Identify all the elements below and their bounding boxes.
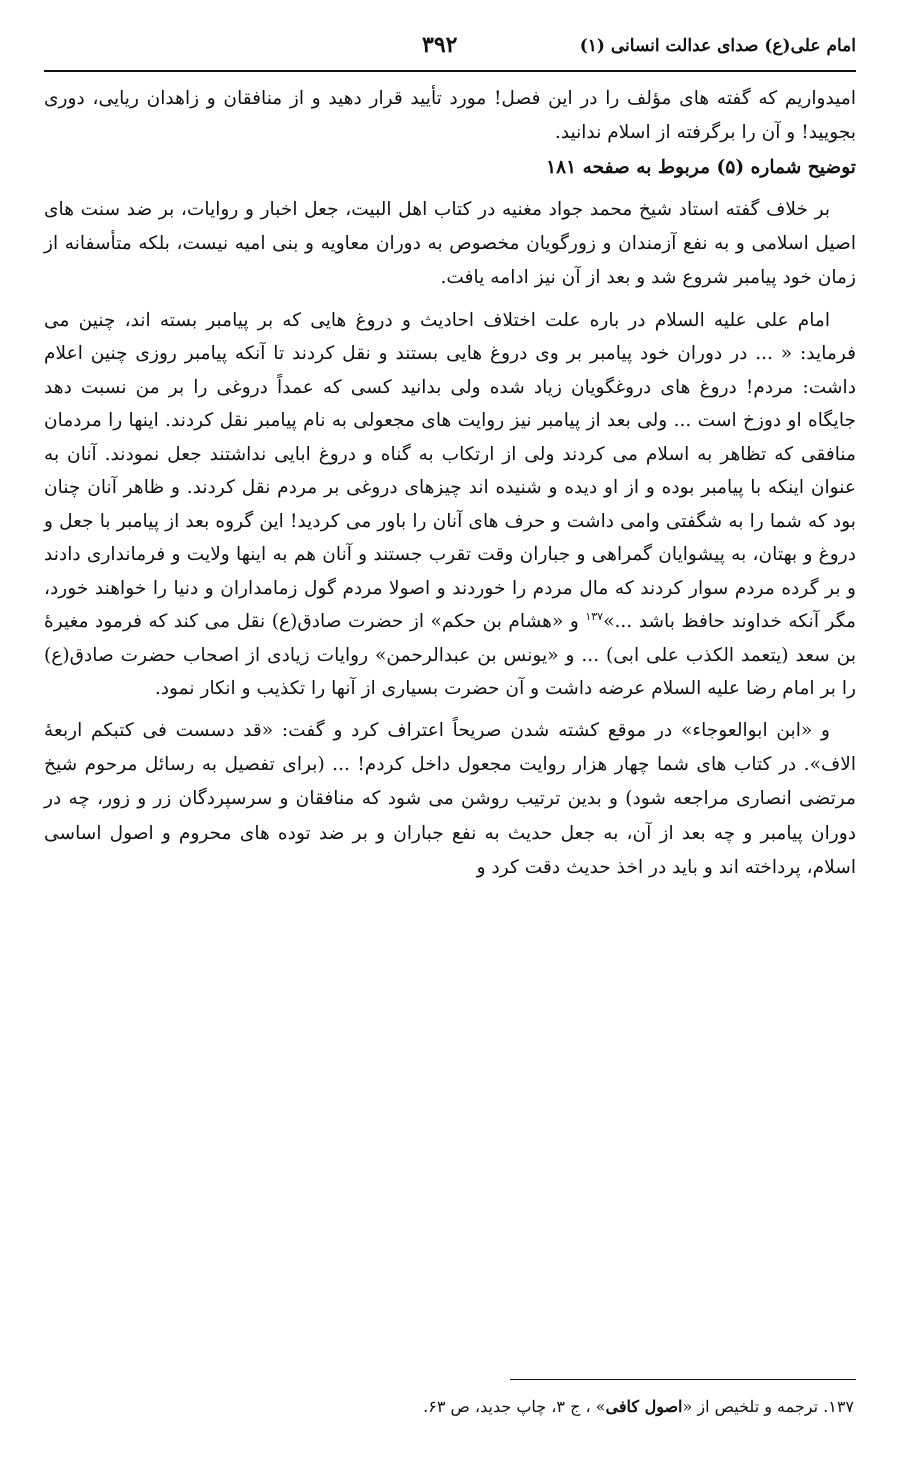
footnote-text-a: ترجمه و تلخیص از « — [682, 1397, 824, 1416]
paragraph-2: بر خلاف گفته استاد شیخ محمد جواد مغنیه در کتاب اهل البیت، جعل اخبار و روایات، بر ضد سنت های اصیل اسلامی و به نفع آزمندان و زورگویان مخصوص به دوران معاویه و بنی امیه نیست، بلکه متأسفانه از زمان خود پیامبر شروع شد و بعد از آن نیز ادامه یافت. — [44, 198, 857, 289]
footnote-reference: ۱۳۷ — [585, 610, 604, 624]
paragraph-1: امیدواریم که گفته های مؤلف را در این فصل! مورد تأیید قرار دهید و از منافقان و زاهدان ریایی، دوری بجویید! و آن را برگرفته از اسلام ندانید. — [44, 88, 856, 144]
footnote-source-title: اصول کافی — [605, 1397, 683, 1416]
footnote — [44, 1394, 854, 1420]
body-text — [44, 82, 856, 885]
paragraph-4: و «ابن ابوالعوجاء» در موقع کشته شدن صریحاً اعتراف کرد و گفت: «قد دسست فی کتبکم اربعهٔ الاف». در کتاب های شما چهار هزار روایت مجعول داخل کردم! ... (برای تفصیل به رسائل مرحوم شیخ مرتضی انصاری مراجعه شود) و بدین ترتیب روشن می شود که منافقان و سرسپردگان زر و زور، چه در دوران پیامبر و چه بعد از آن، به جعل حدیث به نفع جباران و بر ضد توده های محروم و اصول اساسی اسلام، پرداخته اند و باید در اخذ حدیث دقت کرد و — [44, 719, 856, 878]
page-number: ۳۹۲ — [422, 32, 458, 58]
paragraph-3 — [44, 304, 856, 706]
page-header — [44, 26, 856, 72]
section-heading: توضیح شماره (۵) مربوط به صفحه ۱۸۱ — [546, 156, 856, 178]
footnote-number: ۱۳۷. — [823, 1397, 854, 1416]
footnote-text-b: » ، ج ۳، چاپ جدید، ص ۶۳. — [423, 1397, 606, 1416]
footnote-divider — [510, 1379, 856, 1380]
paragraph-3-text-b: و «هشام بن حکم» از حضرت صادق(ع) نقل می کند که فرمود مغیرهٔ بن سعد (یتعمد الکذب علی ابی) ... و «یونس بن عبدالرحمن» روایات زیادی از اصحاب حضرت صادق(ع) را بر امام رضا علیه السلام عرضه داشت و آن حضرت بسیاری از آنها را تکذیب و انکار نمود. — [44, 611, 856, 700]
paragraph-3-text-a: امام علی علیه السلام در باره علت اختلاف احادیث و دروغ هایی که بر پیامبر بسته اند، چنین می فرماید: « ... در دوران خود پیامبر بر وی دروغ هایی بستند و نقل کردند تا آنکه پیامبر روزی چنین اعلام داشت: مردم! دروغ های دروغگویان زیاد شده ولی بدانید کسی که عمداً دروغی را بر من نسبت دهد جایگاه او دوزخ است ... ولی بعد از پیامبر نیز روایت های مجعولی به نام پیامبر نقل کردند. اینها را مردمان منافقی که تظاهر به اسلام می کردند ولی از ارتکاب به گناه و دروغ ابایی نداشتند جعل نمودند. آنان به عنوان اینکه با پیامبر بوده و از او دیده و شنیده اند چیزهای دروغی بر مردم نقل کردند. و ظاهر آنان چنان بود که شما را به شگفتی وامی داشت و حرف های آنان را باور می کردید! این گروه بعد از پیامبر با جعل و دروغ و بهتان، به پیشوایان گمراهی و جباران وقت تقرب جستند و آنان هم به اینها ولایت و فرمانداری دادند و بر گرده مردم سوار کردند که مال مردم را خوردند و اصولا مردم گول زمامداران و دنیا را خواهند خورد، مگر آنکه خداوند حافظ باشد ...» — [44, 309, 856, 633]
running-title: امام علی(ع) صدای عدالت انسانی (۱) — [579, 36, 856, 56]
